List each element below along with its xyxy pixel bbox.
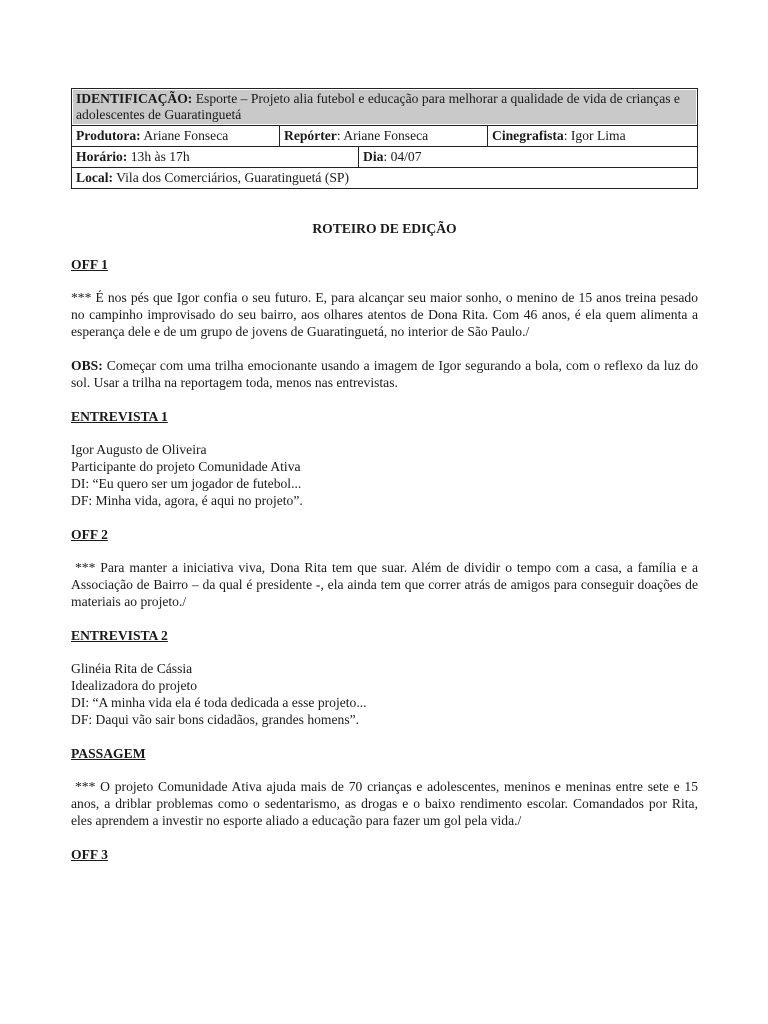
dia-label: Dia [363, 149, 384, 164]
off1-text: *** É nos pés que Igor confia o seu futuro. E, para alcançar seu maior sonho, o menino de 15 anos treina pesado no campinho improvisado do seu bairro, aos olhares atentos de Dona Rita. Com 46 anos, é ela quem alimenta a esperança dele e de um grupo de jovens de Guaratinguetá, no interior de São Paulo./ [71, 290, 698, 339]
passagem-text: *** O projeto Comunidade Ativa ajuda mais de 70 crianças e adolescentes, meninos e meninas entre sete e 15 anos, a driblar problemas como o sedentarismo, as drogas e o baixo rendimento escolar. Comandados por Rita, eles aprendem a investir no esporte aliado a educação para fazer um gol pela vida./ [71, 779, 698, 828]
entrevista2-line: Idealizadora do projeto [71, 678, 198, 693]
entrevista2-block [71, 660, 698, 728]
entrevista1-line: Participante do projeto Comunidade Ativa [71, 459, 301, 474]
obs-label: OBS: [71, 358, 103, 373]
entrevista2-line: Glinéia Rita de Cássia [71, 661, 193, 676]
local-cell [72, 168, 698, 189]
passagem-heading: PASSAGEM [71, 746, 146, 761]
identification-table [71, 88, 698, 189]
produtora-label: Produtora: [76, 128, 141, 143]
dia-value: : 04/07 [383, 149, 422, 164]
local-label: Local: [76, 170, 113, 185]
entrevista1-line: Igor Augusto de Oliveira [71, 442, 207, 457]
identification-cell [73, 90, 696, 124]
horario-value: 13h às 17h [130, 149, 190, 164]
produtora-value: Ariane Fonseca [143, 128, 229, 143]
entrevista1-line: DF: Minha vida, agora, é aqui no projeto”. [71, 493, 303, 508]
off3-heading: OFF 3 [71, 847, 108, 862]
entrevista2-heading: ENTREVISTA 2 [71, 628, 168, 643]
reporter-cell [280, 126, 488, 147]
identification-label: IDENTIFICAÇÃO: [76, 91, 193, 106]
horario-label: Horário: [76, 149, 128, 164]
identification-text: Esporte – Projeto alia futebol e educação para melhorar a qualidade de vida de crianças e adolescentes de Guaratinguetá [76, 91, 680, 122]
off2-heading: OFF 2 [71, 527, 108, 542]
reporter-label: Repórter [284, 128, 337, 143]
horario-cell [72, 147, 359, 168]
dia-cell [359, 147, 698, 168]
entrevista2-line: DI: “A minha vida ela é toda dedicada a esse projeto... [71, 695, 367, 710]
document-title: ROTEIRO DE EDIÇÃO [312, 221, 457, 236]
cinegrafista-label: Cinegrafista [492, 128, 564, 143]
local-value: Vila dos Comerciários, Guaratinguetá (SP) [116, 170, 350, 185]
cinegrafista-cell [488, 126, 698, 147]
location-row [72, 168, 698, 189]
entrevista1-heading: ENTREVISTA 1 [71, 409, 168, 424]
off2-text: *** Para manter a iniciativa viva, Dona Rita tem que suar. Além de dividir o tempo com a casa, a família e a Associação de Bairro – da qual é presidente -, ela ainda tem que correr atrás de amigos para conseguir doações de materiais ao projeto./ [71, 560, 698, 609]
entrevista1-line: DI: “Eu quero ser um jogador de futebol... [71, 476, 302, 491]
schedule-row [72, 147, 698, 168]
cinegrafista-value: : Igor Lima [563, 128, 626, 143]
script-body [71, 220, 698, 879]
entrevista2-line: DF: Daqui vão sair bons cidadãos, grandes homens”. [71, 712, 360, 727]
credits-row [72, 126, 698, 147]
entrevista1-block [71, 441, 698, 509]
obs-text: Começar com uma trilha emocionante usando a imagem de Igor segurando a bola, com o reflexo da luz do sol. Usar a trilha na reportagem toda, menos nas entrevistas. [71, 358, 699, 390]
off1-heading: OFF 1 [71, 257, 108, 272]
produtora-cell [72, 126, 280, 147]
reporter-value: : Ariane Fonseca [336, 128, 429, 143]
identification-row [72, 89, 698, 126]
obs-paragraph [71, 357, 698, 391]
